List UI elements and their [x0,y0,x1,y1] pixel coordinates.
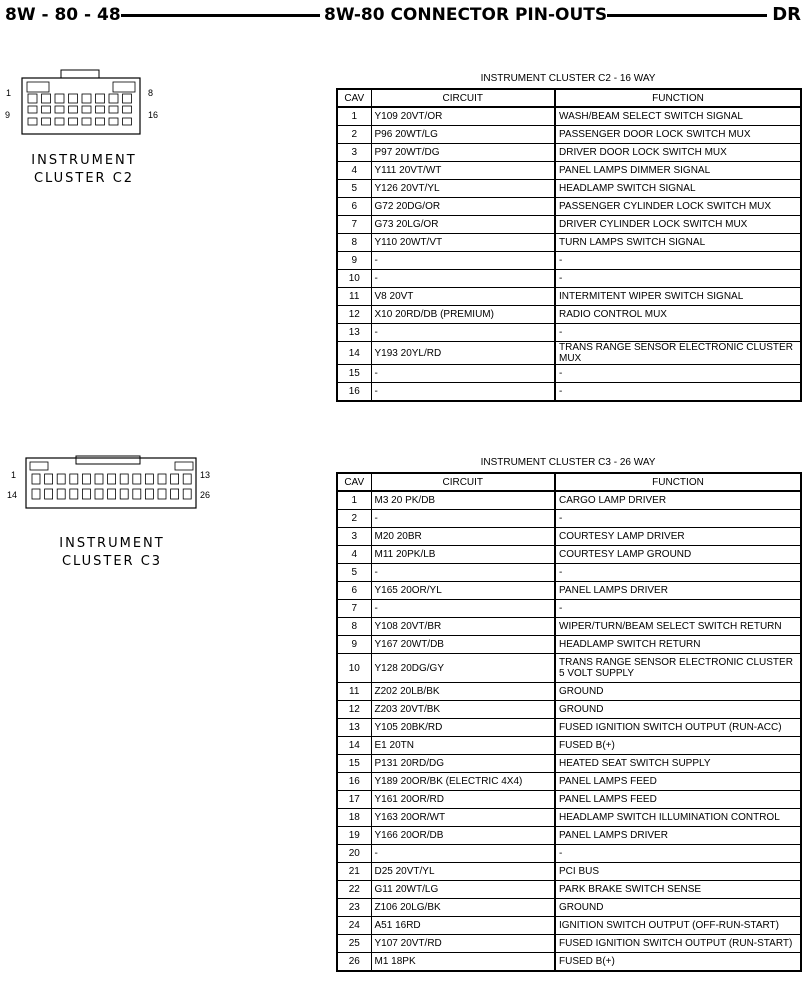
c3-cavity [45,474,53,484]
c3-cavity [45,489,53,499]
c3-pin-label-13: 13 [200,470,211,480]
c2-cavity [42,106,51,113]
c3-pin-label-14: 14 [7,490,18,500]
table-row [337,953,801,972]
c2-cavity [42,94,51,103]
table-row [337,773,801,791]
cav-cell: 18 [337,809,371,827]
c2-pin-label-8: 8 [148,88,154,98]
pinout-table-c2 [336,88,802,402]
cav-cell: 12 [337,306,371,324]
circuit-cell: Y166 20OR/DB [371,827,555,845]
c3-cavity [32,474,40,484]
circuit-cell: Y165 20OR/YL [371,582,555,600]
c3-pin-label-1: 1 [11,470,17,480]
circuit-cell: - [371,252,555,270]
function-cell: PANEL LAMPS FEED [555,791,801,809]
pinout-table-c3 [336,472,802,972]
table-row [337,234,801,252]
table-row [337,881,801,899]
c2-cavity [109,118,118,125]
table-row [337,365,801,383]
table-header-row [337,473,801,491]
function-cell: FUSED B(+) [555,953,801,972]
function-cell: PCI BUS [555,863,801,881]
cav-cell: 8 [337,618,371,636]
function-cell: PARK BRAKE SWITCH SENSE [555,881,801,899]
table-row [337,701,801,719]
table-row [337,252,801,270]
circuit-cell: Y110 20WT/VT [371,234,555,252]
c3-cavity [57,474,65,484]
function-cell: GROUND [555,701,801,719]
cav-cell: 15 [337,755,371,773]
model-code: DR [772,4,801,25]
table-row [337,107,801,126]
circuit-cell: Y109 20VT/OR [371,107,555,126]
function-cell: WASH/BEAM SELECT SWITCH SIGNAL [555,107,801,126]
connector-c3-label [42,535,182,571]
cav-cell: 11 [337,288,371,306]
circuit-cell: Z202 20LB/BK [371,683,555,701]
function-cell: RADIO CONTROL MUX [555,306,801,324]
circuit-cell: Y108 20VT/BR [371,618,555,636]
table-row [337,528,801,546]
function-cell: FUSED IGNITION SWITCH OUTPUT (RUN-ACC) [555,719,801,737]
c3-cavity [158,489,166,499]
cav-cell: 13 [337,719,371,737]
connector-c2-label-line2: CLUSTER C2 [33,171,135,186]
cav-cell: 10 [337,270,371,288]
table-row [337,845,801,863]
table-row [337,791,801,809]
function-cell: - [555,324,801,342]
cav-cell: 2 [337,510,371,528]
table-row [337,737,801,755]
table-row [337,491,801,510]
table-row [337,899,801,917]
connector-c2-drawing [0,66,180,196]
cav-cell: 13 [337,324,371,342]
connector-c3-outline [0,452,220,514]
function-cell: PASSENGER DOOR LOCK SWITCH MUX [555,126,801,144]
circuit-cell: - [371,365,555,383]
cav-cell: 2 [337,126,371,144]
c2-cavity [82,118,91,125]
function-cell: GROUND [555,899,801,917]
c2-pin-label-9: 9 [5,110,11,120]
function-cell: DRIVER CYLINDER LOCK SWITCH MUX [555,216,801,234]
c2-pin-label-16: 16 [148,110,159,120]
table-row [337,342,801,365]
circuit-cell: Y128 20DG/GY [371,654,555,683]
table-row [337,216,801,234]
function-cell: PANEL LAMPS DRIVER [555,827,801,845]
cav-cell: 21 [337,863,371,881]
table-row [337,636,801,654]
table-row [337,126,801,144]
table-row [337,809,801,827]
table-row [337,546,801,564]
table-row [337,198,801,216]
function-cell: HEADLAMP SWITCH ILLUMINATION CONTROL [555,809,801,827]
connector-c3-label-line1: INSTRUMENT [59,536,165,551]
function-cell: TRANS RANGE SENSOR ELECTRONIC CLUSTER MUX [555,342,801,365]
page-header [0,0,809,30]
c3-cavity [108,489,116,499]
function-cell: - [555,383,801,402]
cav-cell: 20 [337,845,371,863]
column-header-cav: CAV [337,473,371,491]
c3-cavity [82,474,90,484]
function-cell: HEADLAMP SWITCH RETURN [555,636,801,654]
function-cell: PANEL LAMPS DIMMER SIGNAL [555,162,801,180]
function-cell: FUSED B(+) [555,737,801,755]
c3-cavity [171,474,179,484]
c2-cavity [55,94,64,103]
c2-cavity [69,94,78,103]
circuit-cell: M11 20PK/LB [371,546,555,564]
table-row [337,618,801,636]
circuit-cell: E1 20TN [371,737,555,755]
c3-cavity [57,489,65,499]
circuit-cell: G73 20LG/OR [371,216,555,234]
table-row [337,383,801,402]
page-title: 8W-80 CONNECTOR PIN-OUTS [324,5,608,25]
c2-cavity [96,94,105,103]
c2-cavity [123,106,132,113]
circuit-cell: G11 20WT/LG [371,881,555,899]
function-cell: TRANS RANGE SENSOR ELECTRONIC CLUSTER 5 VOLT SUPPLY [555,654,801,683]
table-row [337,654,801,683]
cav-cell: 24 [337,917,371,935]
function-cell: - [555,845,801,863]
circuit-cell: X10 20RD/DB (PREMIUM) [371,306,555,324]
function-cell: PANEL LAMPS FEED [555,773,801,791]
c3-cavity [70,489,78,499]
function-cell: HEADLAMP SWITCH SIGNAL [555,180,801,198]
cav-cell: 7 [337,600,371,618]
circuit-cell: Z106 20LG/BK [371,899,555,917]
circuit-cell: Y105 20BK/RD [371,719,555,737]
circuit-cell: M1 18PK [371,953,555,972]
c2-cavity [82,94,91,103]
circuit-cell: Z203 20VT/BK [371,701,555,719]
cav-cell: 1 [337,107,371,126]
cav-cell: 16 [337,383,371,402]
cav-cell: 4 [337,546,371,564]
c3-pin-label-26: 26 [200,490,211,500]
circuit-cell: A51 16RD [371,917,555,935]
circuit-cell: M3 20 PK/DB [371,491,555,510]
c2-cavity [28,118,37,125]
c2-pin-label-1: 1 [6,88,12,98]
function-cell: - [555,270,801,288]
table-row [337,917,801,935]
cav-cell: 8 [337,234,371,252]
column-header-function: FUNCTION [555,89,801,107]
connector-c2-label-line1: INSTRUMENT [31,153,137,168]
function-cell: FUSED IGNITION SWITCH OUTPUT (RUN-START) [555,935,801,953]
function-cell: IGNITION SWITCH OUTPUT (OFF-RUN-START) [555,917,801,935]
table-row [337,180,801,198]
function-cell: COURTESY LAMP DRIVER [555,528,801,546]
c3-cavity [108,474,116,484]
function-cell: WIPER/TURN/BEAM SELECT SWITCH RETURN [555,618,801,636]
c3-cavity [95,474,103,484]
cav-cell: 19 [337,827,371,845]
c2-cavity [109,94,118,103]
function-cell: - [555,365,801,383]
table-row [337,162,801,180]
circuit-cell: P96 20WT/LG [371,126,555,144]
function-cell: COURTESY LAMP GROUND [555,546,801,564]
cav-cell: 26 [337,953,371,972]
c3-cavity [171,489,179,499]
function-cell: - [555,564,801,582]
circuit-cell: Y193 20YL/RD [371,342,555,365]
circuit-cell: D25 20VT/YL [371,863,555,881]
table-row [337,144,801,162]
c3-cavity [158,474,166,484]
connector-c3-label-line2: CLUSTER C3 [61,554,163,569]
function-cell: - [555,510,801,528]
c2-cavity [96,118,105,125]
c2-cavity [96,106,105,113]
circuit-cell: Y111 20VT/WT [371,162,555,180]
cav-cell: 7 [337,216,371,234]
cav-cell: 23 [337,899,371,917]
table-row [337,755,801,773]
c3-cavity [70,474,78,484]
cav-cell: 9 [337,636,371,654]
c2-cavity [109,106,118,113]
cav-cell: 9 [337,252,371,270]
function-cell: PASSENGER CYLINDER LOCK SWITCH MUX [555,198,801,216]
cav-cell: 17 [337,791,371,809]
table-row [337,719,801,737]
c2-cavity [69,106,78,113]
circuit-cell: Y107 20VT/RD [371,935,555,953]
c3-cavity [120,489,128,499]
page-number: 8W - 80 - 48 [5,5,121,25]
cav-cell: 25 [337,935,371,953]
connector-c2-label [14,152,154,188]
c2-cavity [69,118,78,125]
cav-cell: 1 [337,491,371,510]
function-cell: DRIVER DOOR LOCK SWITCH MUX [555,144,801,162]
function-cell: HEATED SEAT SWITCH SUPPLY [555,755,801,773]
function-cell: PANEL LAMPS DRIVER [555,582,801,600]
function-cell: CARGO LAMP DRIVER [555,491,801,510]
c2-cavity [82,106,91,113]
column-header-function: FUNCTION [555,473,801,491]
c3-cavity [120,474,128,484]
c3-cavity [95,489,103,499]
cav-cell: 3 [337,528,371,546]
table-row [337,683,801,701]
cav-cell: 3 [337,144,371,162]
table-row [337,582,801,600]
column-header-circuit: CIRCUIT [371,89,555,107]
column-header-cav: CAV [337,89,371,107]
circuit-cell: Y189 20OR/BK (ELECTRIC 4X4) [371,773,555,791]
c2-cavity [28,94,37,103]
circuit-cell: - [371,600,555,618]
circuit-cell: - [371,510,555,528]
c2-cavity [123,118,132,125]
circuit-cell: P97 20WT/DG [371,144,555,162]
table-row [337,270,801,288]
table-row [337,600,801,618]
circuit-cell: Y163 20OR/WT [371,809,555,827]
function-cell: - [555,600,801,618]
table-header-row [337,89,801,107]
circuit-cell: M20 20BR [371,528,555,546]
cav-cell: 12 [337,701,371,719]
c3-cavity [82,489,90,499]
connector-c2-outline [0,66,180,136]
header-rule-left [110,14,320,17]
table-c3-title: INSTRUMENT CLUSTER C3 - 26 WAY [480,457,656,468]
circuit-cell: G72 20DG/OR [371,198,555,216]
table-row [337,510,801,528]
circuit-cell: Y126 20VT/YL [371,180,555,198]
c2-cavity [42,118,51,125]
table-row [337,564,801,582]
c3-cavity [133,489,141,499]
cav-cell: 5 [337,564,371,582]
cav-cell: 4 [337,162,371,180]
circuit-cell: - [371,270,555,288]
table-row [337,863,801,881]
c2-cavity [55,106,64,113]
c3-cavity [183,474,191,484]
c3-cavity [183,489,191,499]
cav-cell: 6 [337,582,371,600]
function-cell: TURN LAMPS SWITCH SIGNAL [555,234,801,252]
c2-cavity [55,118,64,125]
circuit-cell: - [371,564,555,582]
table-row [337,827,801,845]
table-row [337,935,801,953]
cav-cell: 5 [337,180,371,198]
function-cell: GROUND [555,683,801,701]
connector-c3-drawing [0,452,220,582]
cav-cell: 22 [337,881,371,899]
cav-cell: 10 [337,654,371,683]
cav-cell: 6 [337,198,371,216]
table-row [337,288,801,306]
circuit-cell: Y167 20WT/DB [371,636,555,654]
table-row [337,324,801,342]
cav-cell: 14 [337,737,371,755]
cav-cell: 15 [337,365,371,383]
function-cell: INTERMITENT WIPER SWITCH SIGNAL [555,288,801,306]
c2-cavity [123,94,132,103]
circuit-cell: - [371,845,555,863]
c3-cavity [32,489,40,499]
c2-cavity [28,106,37,113]
cav-cell: 14 [337,342,371,365]
circuit-cell: V8 20VT [371,288,555,306]
cav-cell: 16 [337,773,371,791]
circuit-cell: - [371,383,555,402]
c3-cavity [145,489,153,499]
cav-cell: 11 [337,683,371,701]
column-header-circuit: CIRCUIT [371,473,555,491]
c3-cavity [145,474,153,484]
c3-cavity [133,474,141,484]
circuit-cell: P131 20RD/DG [371,755,555,773]
table-c2-title: INSTRUMENT CLUSTER C2 - 16 WAY [480,73,656,84]
circuit-cell: Y161 20OR/RD [371,791,555,809]
function-cell: - [555,252,801,270]
circuit-cell: - [371,324,555,342]
table-row [337,306,801,324]
